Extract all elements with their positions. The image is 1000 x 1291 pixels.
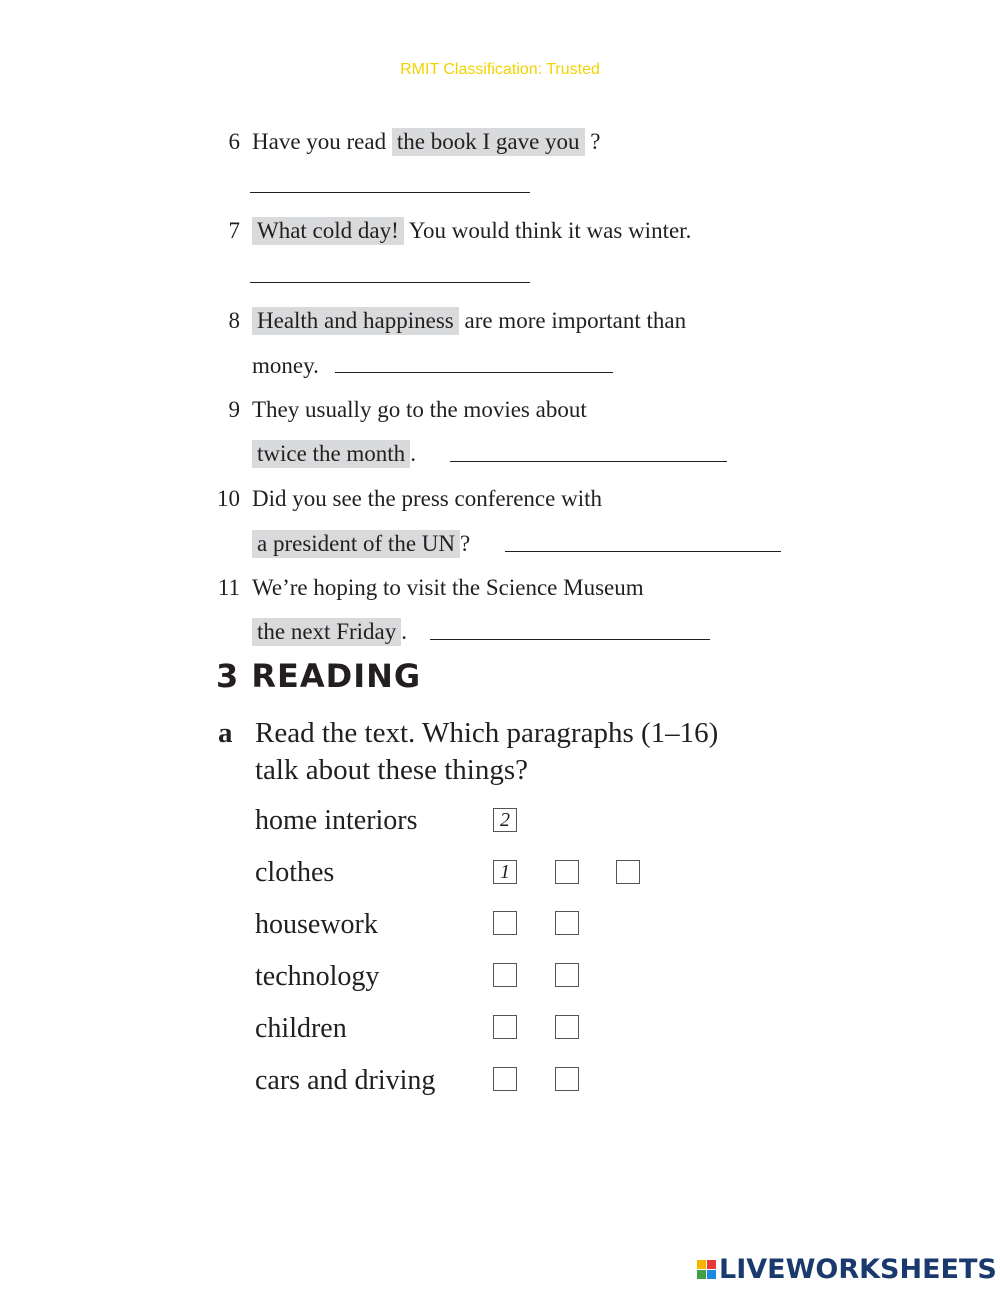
section-heading — [216, 656, 421, 696]
topic-label: children — [255, 1013, 347, 1044]
logo-square — [707, 1270, 716, 1279]
section-number: 3 — [216, 657, 240, 695]
logo-square — [697, 1270, 706, 1279]
question-text: . — [410, 441, 416, 466]
answer-blank[interactable] — [250, 282, 530, 283]
error-highlight: twice the month — [252, 440, 410, 468]
task-instruction-line2: talk about these things? — [255, 754, 529, 786]
answer-box[interactable] — [555, 860, 579, 884]
item-number: 6 — [228, 129, 240, 154]
item-number: 10 — [217, 486, 240, 511]
section-title: READING — [251, 657, 422, 695]
task-instruction-line1: Read the text. Which paragraphs (1–16) — [255, 717, 719, 749]
question-11-line2 — [252, 617, 407, 647]
classification-label: RMIT Classification: Trusted — [400, 61, 600, 78]
answer-blank[interactable] — [450, 461, 727, 462]
question-text: They usually go to the movies about — [252, 397, 587, 422]
answer-box[interactable] — [493, 911, 517, 935]
item-number: 9 — [228, 397, 240, 422]
answer-blank[interactable] — [430, 639, 710, 640]
topic-label: cars and driving — [255, 1065, 436, 1096]
topic-label: clothes — [255, 857, 335, 888]
logo-icon — [697, 1260, 716, 1279]
liveworksheets-logo[interactable] — [697, 1252, 997, 1286]
question-text: Did you see the press conference with — [252, 486, 602, 511]
question-11 — [252, 573, 644, 603]
item-number: 11 — [217, 575, 240, 600]
question-9-line2 — [252, 439, 416, 469]
question-text: We’re hoping to visit the Science Museum — [252, 575, 644, 600]
question-10-line2 — [252, 529, 470, 559]
answer-blank[interactable] — [250, 192, 530, 193]
answer-blank[interactable] — [335, 372, 613, 373]
error-highlight: the book I gave you — [392, 128, 585, 156]
question-text: You would think it was winter. — [408, 218, 692, 243]
answer-box[interactable]: 1 — [493, 860, 517, 884]
question-8-line2 — [252, 351, 319, 381]
answer-box[interactable] — [555, 963, 579, 987]
logo-square — [697, 1260, 706, 1269]
item-number: 7 — [228, 218, 240, 243]
error-highlight: What cold day! — [252, 217, 404, 245]
question-text: . — [401, 619, 407, 644]
answer-box[interactable] — [555, 1015, 579, 1039]
topic-label: home interiors — [255, 805, 418, 836]
question-7 — [252, 216, 691, 246]
item-number: 8 — [228, 308, 240, 333]
topic-label: housework — [255, 909, 378, 940]
question-8 — [252, 306, 686, 336]
answer-blank[interactable] — [505, 551, 781, 552]
question-text: money. — [252, 353, 319, 378]
question-text: are more important than — [464, 308, 687, 333]
answer-box[interactable] — [493, 963, 517, 987]
answer-box[interactable] — [493, 1067, 517, 1091]
answer-box[interactable] — [493, 1015, 517, 1039]
logo-square — [707, 1260, 716, 1269]
topic-label: technology — [255, 961, 380, 992]
question-text: ? — [460, 531, 471, 556]
question-text: ? — [590, 129, 601, 154]
answer-box[interactable] — [555, 911, 579, 935]
answer-box[interactable] — [616, 860, 640, 884]
answer-box[interactable]: 2 — [493, 808, 517, 832]
question-6 — [252, 127, 601, 157]
question-9 — [252, 395, 587, 425]
error-highlight: a president of the UN — [252, 530, 460, 558]
answer-box[interactable] — [555, 1067, 579, 1091]
question-10 — [252, 484, 602, 514]
error-highlight: Health and happiness — [252, 307, 459, 335]
task-letter: a — [218, 717, 233, 749]
logo-text: LIVEWORKSHEETS — [719, 1253, 997, 1285]
error-highlight: the next Friday — [252, 618, 401, 646]
question-text: Have you read — [252, 129, 387, 154]
